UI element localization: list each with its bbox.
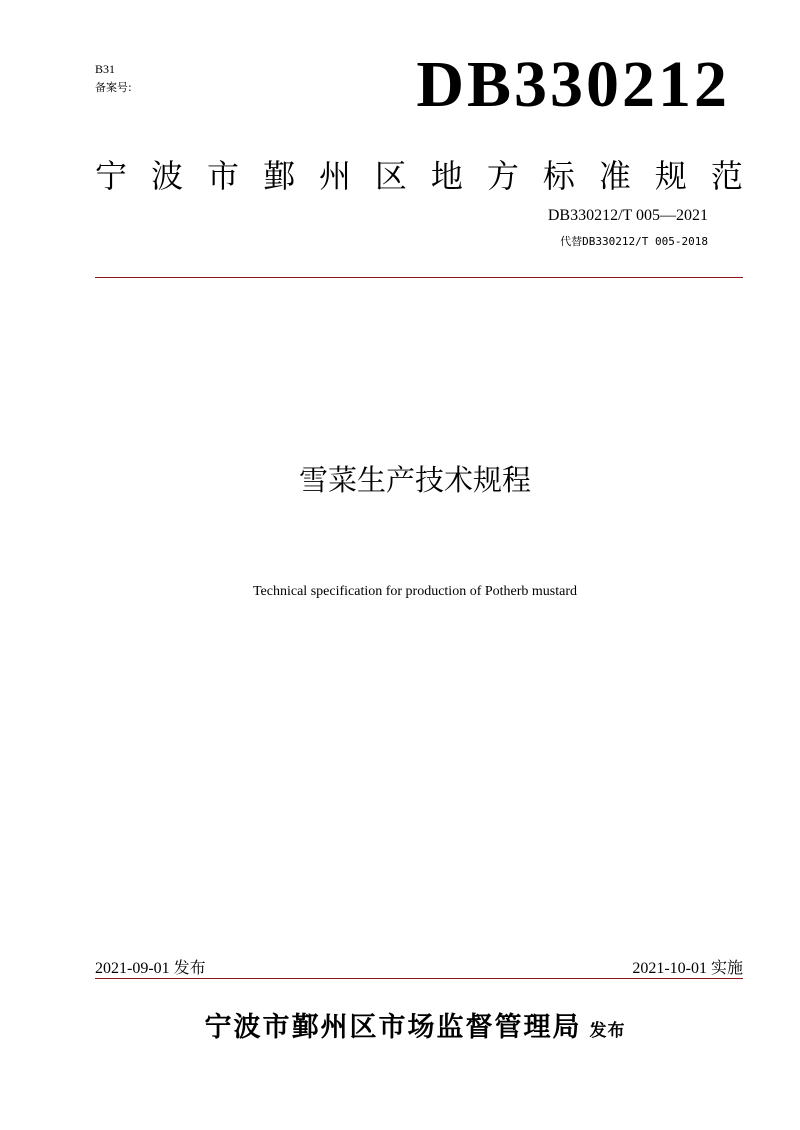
issuing-authority bbox=[0, 1005, 800, 1044]
class-char: 区 bbox=[374, 157, 407, 195]
ccs-code: B31 bbox=[95, 62, 116, 76]
class-char: 地 bbox=[430, 157, 463, 195]
class-char: 波 bbox=[150, 157, 183, 195]
class-char: 方 bbox=[486, 157, 519, 195]
issue-word: 发布 bbox=[589, 1021, 626, 1041]
document-title-en: Technical specification for production of Potherb mustard bbox=[252, 584, 578, 599]
class-char: 准 bbox=[598, 157, 631, 195]
issuer-name: 宁波市鄞州区市场监督管理局 bbox=[204, 1012, 582, 1043]
class-char: 市 bbox=[206, 157, 239, 195]
class-char: 标 bbox=[542, 157, 575, 195]
replaces-standard: 代替DB330212/T 005-2018 bbox=[560, 235, 708, 248]
bottom-divider bbox=[95, 978, 743, 979]
implement-date: 2021-10-01 实施 bbox=[632, 960, 743, 977]
class-char: 范 bbox=[710, 157, 743, 195]
standard-number: DB330212/T 005—2021 bbox=[547, 207, 708, 224]
top-divider bbox=[95, 277, 743, 278]
standard-code-heading: DB330212 bbox=[416, 48, 730, 121]
class-char: 州 bbox=[318, 157, 351, 195]
publish-date: 2021-09-01 发布 bbox=[95, 960, 206, 977]
class-char: 鄞 bbox=[262, 157, 295, 195]
class-char: 宁 bbox=[95, 157, 128, 195]
document-title-zh: 雪菜生产技术规程 bbox=[298, 463, 531, 497]
record-number-label: 备案号: bbox=[95, 81, 132, 94]
class-char: 规 bbox=[654, 157, 687, 195]
standard-class-heading bbox=[95, 157, 743, 195]
